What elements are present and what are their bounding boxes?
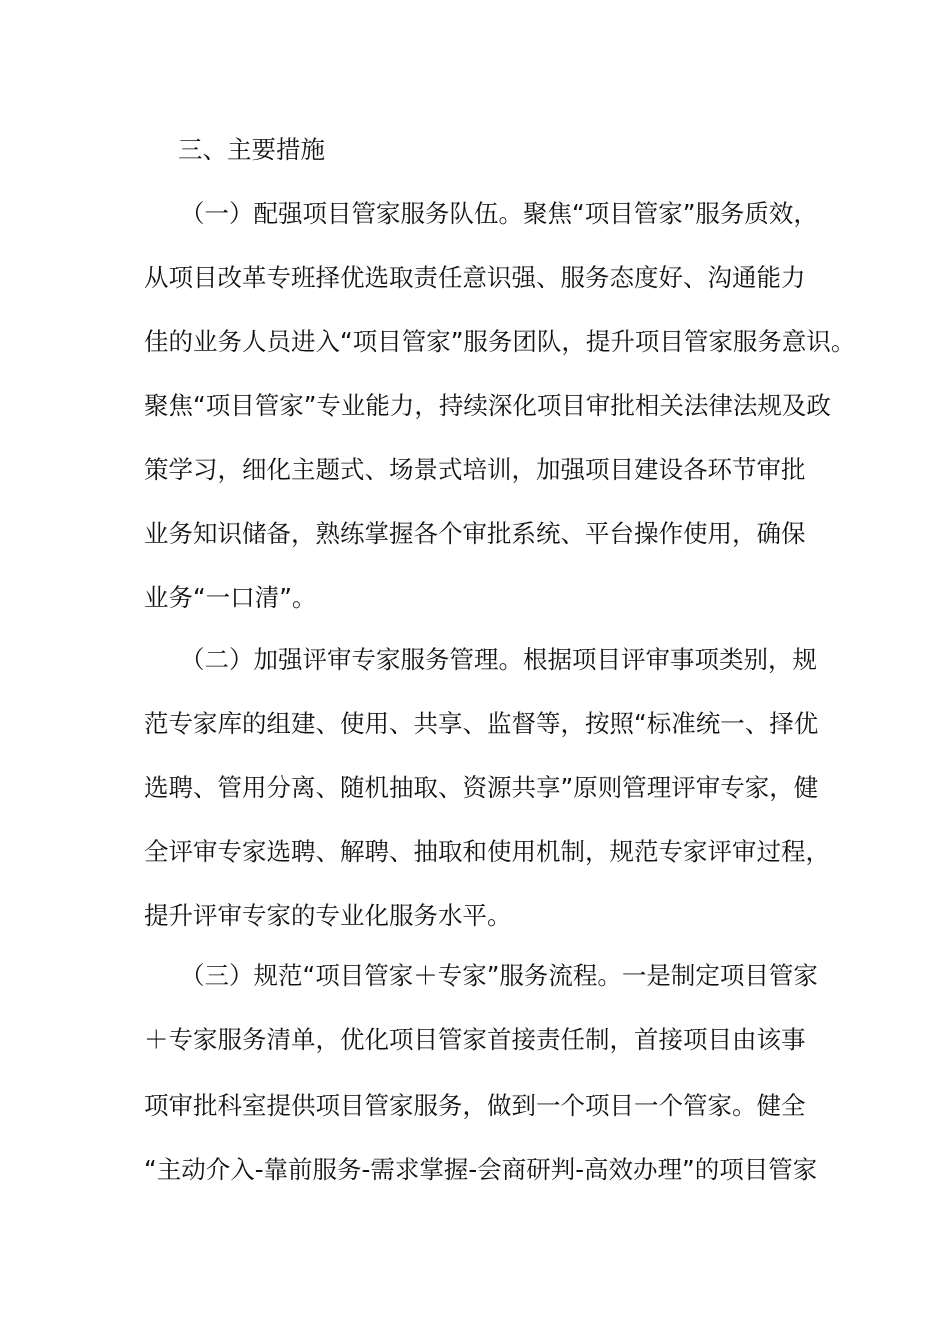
paragraph-2-line-5: 提升评审专家的专业化服务水平。 [144,901,512,930]
paragraph-2-line-3: 选聘、管用分离、随机抽取、资源共享”原则管理评审专家，健 [144,773,819,802]
paragraph-1-line-6: 业务知识储备，熟练掌握各个审批系统、平台操作使用，确保 [144,519,806,548]
paragraph-1-line-7: 业务“一口清”。 [144,583,317,612]
paragraph-1-line-3: 佳的业务人员进入“项目管家”服务团队，提升项目管家服务意识。 [144,327,856,356]
paragraph-3-line-4: “主动介入-靠前服务-需求掌握-会商研判-高效办理”的项目管家 [144,1155,818,1184]
paragraph-1-line-4: 聚焦“项目管家”专业能力，持续深化项目审批相关法律法规及政 [144,391,831,420]
section-heading: 三、主要措施 [178,135,325,164]
paragraph-1-line-5: 策学习，细化主题式、场景式培训，加强项目建设各环节审批 [144,455,806,484]
paragraph-1-line-1: （一）配强项目管家服务队伍。聚焦“项目管家”服务质效， [180,199,818,228]
paragraph-3-line-1: （三）规范“项目管家＋专家”服务流程。一是制定项目管家 [180,961,818,990]
paragraph-3-line-3: 项审批科室提供项目管家服务，做到一个项目一个管家。健全 [144,1091,806,1120]
paragraph-2-line-1: （二）加强评审专家服务管理。根据项目评审事项类别，规 [180,645,817,674]
paragraph-2-line-2: 范专家库的组建、使用、共享、监督等，按照“标准统一、择优 [144,709,819,738]
paragraph-1-line-2: 从项目改革专班择优选取责任意识强、服务态度好、沟通能力 [144,263,806,292]
paragraph-2-line-4: 全评审专家选聘、解聘、抽取和使用机制，规范专家评审过程， [144,837,830,866]
paragraph-3-line-2: ＋专家服务清单，优化项目管家首接责任制，首接项目由该事 [144,1025,806,1054]
